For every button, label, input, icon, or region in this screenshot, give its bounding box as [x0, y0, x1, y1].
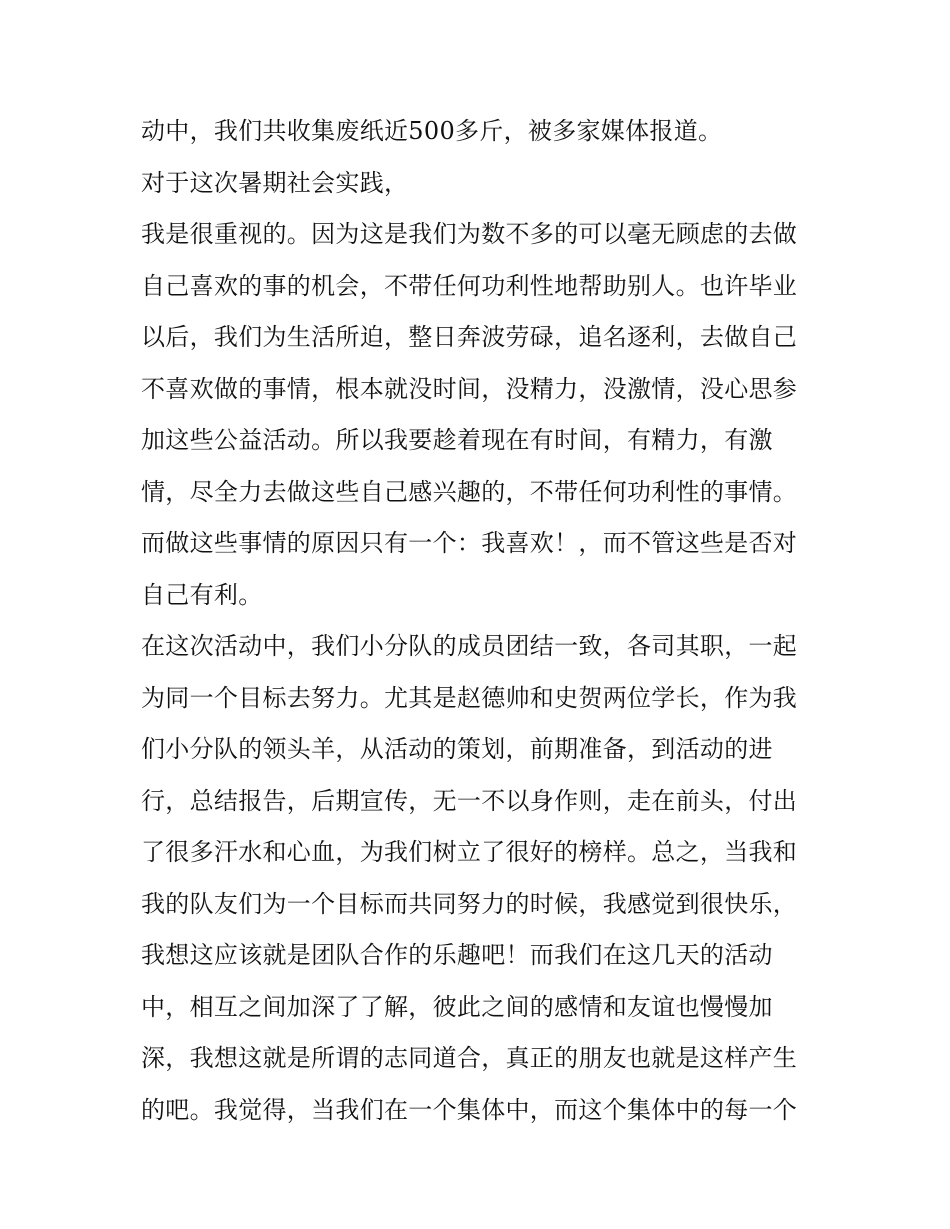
text-line: 行，总结报告，后期宣传，无一不以身作则，走在前头，付出: [141, 786, 798, 815]
text-line: 的吧。我觉得，当我们在一个集体中，而这个集体中的每一个: [141, 1095, 798, 1124]
text-line: 自己喜欢的事的机会，不带任何功利性地帮助别人。也许毕业: [141, 271, 798, 300]
text-line: 为同一个目标去努力。尤其是赵德帅和史贺两位学长，作为我: [141, 683, 798, 712]
text-line: 们小分队的领头羊，从活动的策划，前期准备，到活动的进: [141, 735, 773, 763]
text-line: 自己有利。: [141, 580, 263, 609]
body-text: [141, 106, 821, 1136]
text-line: 了很多汗水和心血，为我们树立了很好的榜样。总之，当我和: [141, 838, 798, 866]
text-line: 动中，我们共收集废纸近500多斤，被多家媒体报道。: [141, 117, 723, 145]
text-line: 我想这应该就是团队合作的乐趣吧！而我们在这几天的活动: [141, 941, 773, 969]
text-line: 深，我想这就是所谓的志同道合，真正的朋友也就是这样产生: [141, 1044, 798, 1072]
text-line: 我的队友们为一个目标而共同努力的时候，我感觉到很快乐，: [141, 889, 798, 918]
text-line: 加这些公益活动。所以我要趁着现在有时间，有精力，有激: [141, 426, 773, 454]
text-line: 在这次活动中，我们小分队的成员团结一致，各司其职，一起: [141, 632, 798, 660]
text-line: 不喜欢做的事情，根本就没时间，没精力，没激情，没心思参: [141, 374, 798, 403]
text-line: 以后，我们为生活所迫，整日奔波劳碌，追名逐利，去做自己: [141, 323, 798, 351]
text-line: 中，相互之间加深了了解，彼此之间的感情和友谊也慢慢加: [141, 992, 773, 1021]
text-line: 情，尽全力去做这些自己感兴趣的，不带任何功利性的事情。: [141, 477, 798, 506]
text-line: 而做这些事情的原因只有一个：我喜欢！，而不管这些是否对: [141, 529, 798, 557]
text-line: 对于这次暑期社会实践，: [141, 168, 409, 197]
text-line: 我是很重视的。因为这是我们为数不多的可以毫无顾虑的去做: [141, 220, 798, 248]
